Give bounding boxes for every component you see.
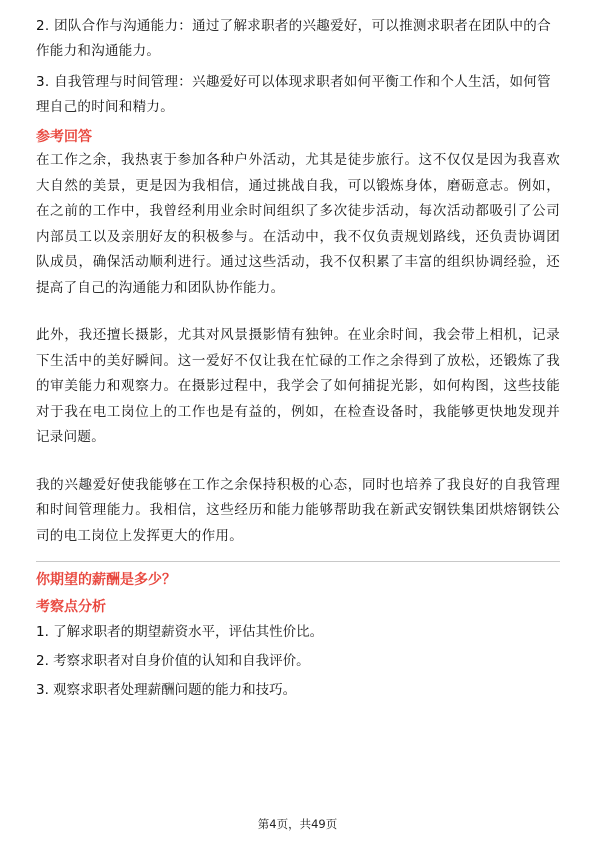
paragraph-spacer [36, 301, 560, 323]
reference-answer-heading: 参考回答 [36, 129, 92, 145]
analysis-point-2: 2. 考察求职者对自身价值的认知和自我评价。 [36, 653, 310, 669]
analysis-heading: 考察点分析 [36, 599, 106, 615]
answer-paragraph-1: 在工作之余，我热衷于参加各种户外活动，尤其是徒步旅行。这不仅仅是因为我喜欢大自然的美景，更是因为我相信，通过挑战自我，可以锻炼身体，磨砺意志。例如，在之前的工作中，我曾经利用业余时间组织了多次徒步活动，每次活动都吸引了公司内部员工以及亲朋好友的积极参与。在活动中，我不仅负责规划路线，还负责协调团队成员，确保活动顺利进行。通过这些活动，我不仅积累了丰富的组织协调经验，还提高了自己的沟通能力和团队协作能力。 [36, 152, 560, 296]
analysis-point-3: 3. 观察求职者处理薪酬问题的能力和技巧。 [36, 682, 297, 698]
document-page [36, 14, 560, 707]
evaluation-point-3: 3. 自我管理与时间管理：兴趣爱好可以体现求职者如何平衡工作和个人生活，如何管理自己的时间和精力。 [36, 74, 551, 115]
analysis-point-1: 1. 了解求职者的期望薪资水平，评估其性价比。 [36, 624, 324, 640]
page-number: 第4页，共49页 [257, 817, 338, 831]
answer-paragraph-3: 我的兴趣爱好使我能够在工作之余保持积极的心态，同时也培养了我良好的自我管理和时间管理能力。我相信，这些经历和能力能够帮助我在新武安钢铁集团烘熔钢铁公司的电工岗位上发挥更大的作用。 [36, 476, 560, 544]
paragraph-spacer [36, 451, 560, 473]
salary-question: 你期望的薪酬是多少？ [36, 572, 176, 588]
evaluation-point-2: 2. 团队合作与沟通能力：通过了解求职者的兴趣爱好，可以推测求职者在团队中的合作能力和沟通能力。 [36, 18, 551, 59]
section-divider [36, 561, 560, 562]
answer-paragraph-2: 此外，我还擅长摄影，尤其对风景摄影情有独钟。在业余时间，我会带上相机，记录下生活中的美好瞬间。这一爱好不仅让我在忙碌的工作之余得到了放松，还锻炼了我的审美能力和观察力。在摄影过程中，我学会了如何捕捉光影，如何构图，这些技能对于我在电工岗位上的工作也是有益的，例如，在检查设备时，我能够更快地发现并记录问题。 [36, 327, 560, 445]
